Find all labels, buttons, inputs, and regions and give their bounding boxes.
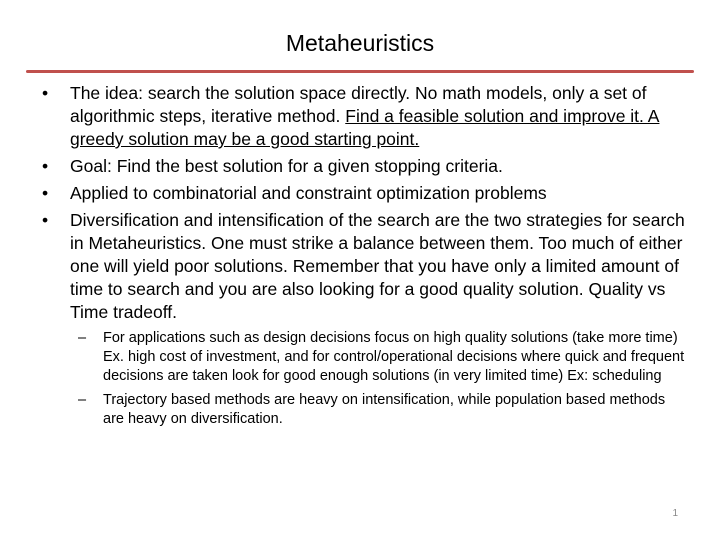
slide-title: Metaheuristics — [285, 30, 435, 56]
sub-bullet-applications — [42, 329, 690, 386]
dash-bullet-icon: – — [78, 392, 87, 408]
bullet-diversification-text: Diversification and intensification of the search are the two strategies for search in Metaheuristics. One must strike a balance between them. Too much of either one will yield poor solutions. Remember that you have only a limited amount of time to search and you are also looking for a good quality solution. Quality vs Time tradeoff. — [70, 210, 685, 322]
bullet-diversification — [42, 209, 690, 324]
sub-bullet-trajectory — [42, 391, 690, 429]
bullet-dot-icon: • — [42, 210, 49, 230]
bullet-applied-text: Applied to combinatorial and constraint optimization problems — [70, 183, 547, 203]
bullet-idea-underlined-text: Find a feasible solution and improve it. A greedy solution may be a good starting point. — [70, 106, 660, 149]
bullet-dot-icon: • — [42, 156, 49, 176]
bullet-dot-icon: • — [42, 83, 49, 103]
bullet-applied — [42, 182, 690, 205]
title-divider — [26, 70, 694, 73]
bullet-idea — [42, 82, 690, 151]
bullet-goal-text: Goal: Find the best solution for a given stopping criteria. — [70, 156, 503, 176]
sub-bullet-trajectory-text: Trajectory based methods are heavy on intensification, while population based methods are heavy on diversification. — [103, 392, 666, 427]
slide-body — [42, 82, 690, 429]
dash-bullet-icon: – — [78, 330, 87, 346]
sub-bullet-applications-text: For applications such as design decisions focus on high quality solutions (take more time) Ex. high cost of investment, and for control/operational decisions where quick and frequent decisions are taken look for good enough solutions (in very limited time) Ex: scheduling — [103, 330, 685, 384]
bullet-goal — [42, 155, 690, 178]
page-number: 1 — [672, 508, 678, 519]
bullet-idea-text: The idea: search the solution space directly. No math models, only a set of algorithmic steps, iterative method. — [70, 83, 647, 126]
bullet-dot-icon: • — [42, 183, 49, 203]
